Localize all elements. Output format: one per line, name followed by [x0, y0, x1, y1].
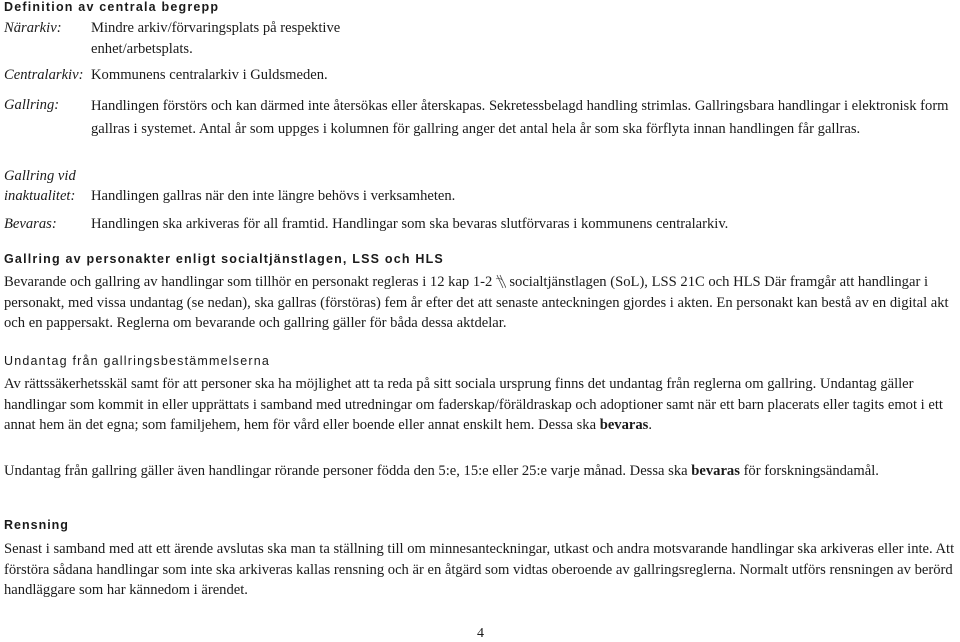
def-gallring: Handlingen förstörs och kan därmed inte återsökas eller återskapas. Sekretessbelagd handling strimlas. Gallringsbara handlingar i elektronisk form gallras i systemet. Antal år som uppges i kolumnen för gallring anger det antal hela år som ska förflyta innan handlingen får gallras.	[91, 98, 949, 137]
paragraph-undantag-part1: Av rättssäkerhetsskäl samt för att personer ska ha möjlighet att ta reda på sitt sociala ursprung finns det undantag från reglerna om gallring. Undantag gäller handlingar som kommit in eller upprättats i samband med utredningar om faderskap/föräldraskap och adoptioner samt när ett barn placerats eller tagits emot i ett annat hem än det egna; som familjehem, hem för vård eller boende eller annat enskilt hem. Dessa ska	[4, 376, 943, 433]
undantag-heading: Undantag från gallringsbestämmelserna	[4, 354, 271, 368]
rensning-heading: Rensning	[4, 518, 69, 532]
paragraph-bevarande	[4, 272, 956, 334]
gallring-personakter-heading: Gallring av personakter enligt socialtjänstlagen, LSS och HLS	[4, 252, 444, 266]
term-gallring-vid-line1: Gallring vid	[4, 168, 76, 184]
paragraph-bevarande-part1: Bevarande och gallring av handlingar som tillhör en personakt regleras i 12 kap 1-2	[4, 274, 493, 290]
def-nararkiv: Mindre arkiv/förvaringsplats på respektive enhet/arbetsplats.	[91, 20, 341, 57]
term-nararkiv: Närarkiv:	[4, 20, 62, 36]
paragraph-rensning: Senast i samband med att ett ärende avslutas ska man ta ställning till om minnesanteckningar, utkast och andra motsvarande handlingar ska arkiveras eller inte. Att förstöra sådana handlingar som inte ska arkiveras kallas rensning och är en åtgärd som vidtas oberoende av gallringsreglerna. Normalt utförs rensningen av berörd handläggare som har kännedom i ärendet.	[4, 541, 955, 598]
paragraph-forskning-bold: bevaras	[691, 463, 740, 479]
term-bevaras: Bevaras:	[4, 216, 57, 232]
def-bevaras: Handlingen ska arkiveras för all framtid. Handlingar som ska bevaras slutförvaras i kommunens centralarkiv.	[91, 216, 729, 232]
definitions-heading: Definition av centrala begrepp	[4, 0, 220, 14]
paragraph-sign-icon	[495, 274, 506, 289]
page-number: 4	[477, 626, 484, 641]
term-gallring-vid-line2: inaktualitet:	[4, 188, 76, 204]
term-gallring: Gallring:	[4, 97, 60, 113]
def-gallring-vid-inaktualitet: Handlingen gallras när den inte längre behövs i verksamheten.	[91, 188, 456, 204]
def-centralarkiv: Kommunens centralarkiv i Guldsmeden.	[91, 67, 328, 83]
paragraph-forskning	[4, 461, 956, 482]
paragraph-undantag-end: .	[648, 417, 653, 433]
paragraph-forskning-end: för forskningsändamål.	[739, 463, 879, 479]
term-centralarkiv: Centralarkiv:	[4, 67, 84, 83]
paragraph-undantag-bold: bevaras	[599, 417, 649, 433]
paragraph-bevarande-part2: socialtjänstlagen (SoL), LSS 21C och HLS Där framgår att handlingar i personakt, med vissa undantag (se nedan), ska gallras (förstöras) fem år efter det att senaste anteckningen gjordes i akten. En personakt kan bestå av en digital akt och en pappersakt. Reglerna om bevarande och gallring gäller för båda dessa aktdelar.	[4, 274, 949, 331]
paragraph-forskning-part1: Undantag från gallring gäller även handlingar rörande personer födda den 5:e, 15:e eller 25:e varje månad. Dessa ska	[4, 463, 692, 479]
paragraph-undantag	[4, 374, 956, 436]
